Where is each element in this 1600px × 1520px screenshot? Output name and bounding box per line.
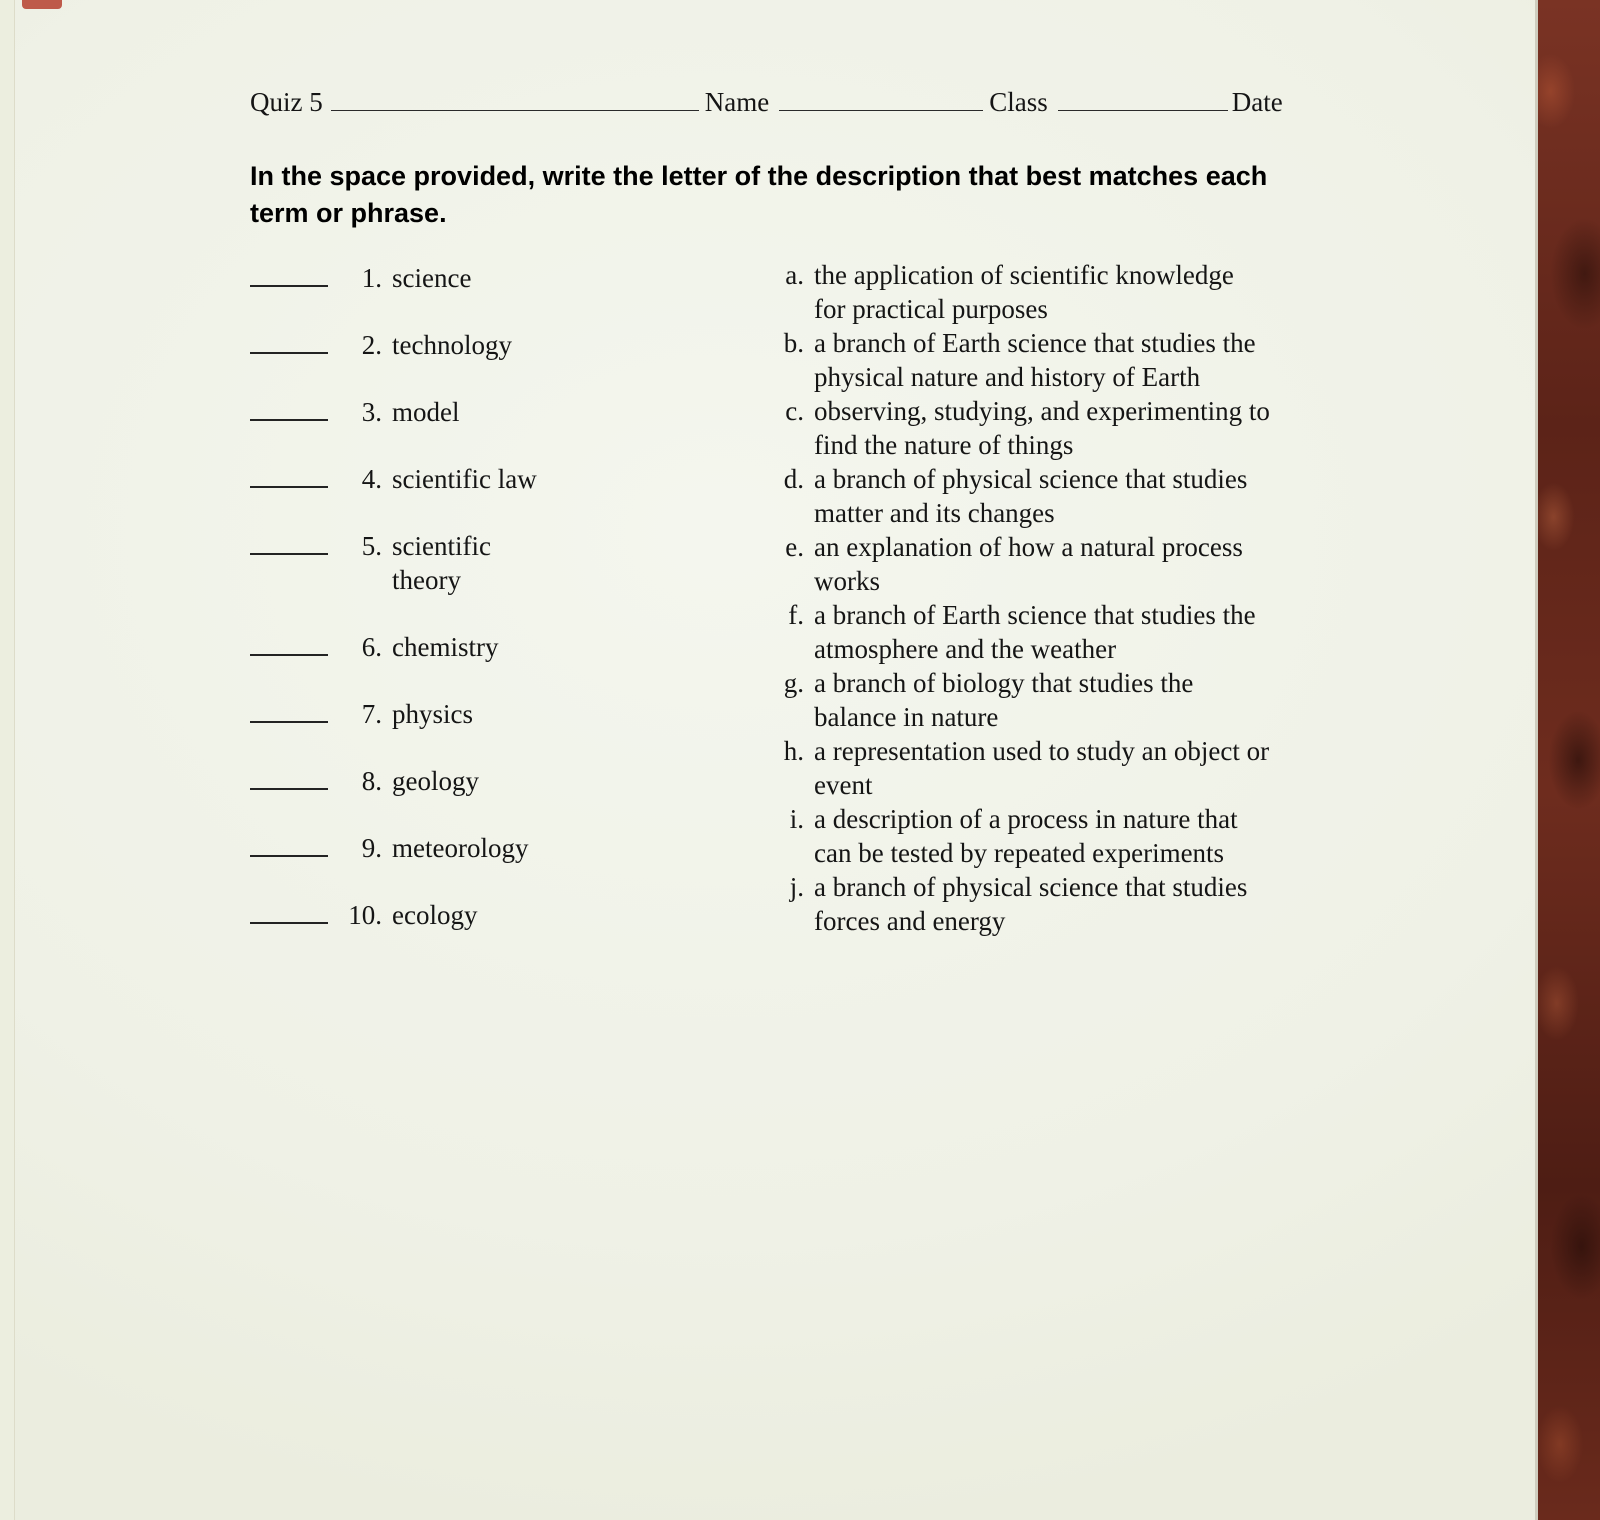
- paper-left-edge: [0, 0, 15, 1520]
- term-number: 8.: [361, 766, 382, 796]
- term-number: 3.: [361, 397, 382, 427]
- date-label: Date: [1231, 87, 1283, 117]
- description-letter: e.: [785, 532, 804, 562]
- descriptions-list: [778, 258, 1298, 938]
- answer-blank[interactable]: [250, 892, 328, 924]
- description-text: a branch of physical science that studies matter and its changes: [814, 464, 1248, 528]
- term-label: ecology: [392, 900, 478, 930]
- description-text: the application of scientific knowledge for practical purposes: [814, 260, 1234, 324]
- description-row: [778, 258, 1298, 326]
- description-row: [778, 802, 1298, 870]
- class-label: Class: [989, 87, 1048, 117]
- description-letter: c.: [785, 396, 804, 426]
- term-number: 7.: [361, 699, 382, 729]
- answer-blank[interactable]: [250, 624, 328, 656]
- term-row: [250, 255, 730, 295]
- description-letter: f.: [788, 600, 804, 630]
- description-letter: b.: [783, 328, 804, 358]
- description-row: [778, 326, 1298, 394]
- description-row: [778, 394, 1298, 462]
- description-row: [778, 530, 1298, 598]
- description-letter: i.: [789, 804, 804, 834]
- description-row: [778, 734, 1298, 802]
- description-letter: a.: [785, 260, 804, 290]
- term-label: scientific theory: [392, 531, 491, 595]
- description-row: [778, 870, 1298, 938]
- description-text: a branch of Earth science that studies the atmosphere and the weather: [814, 600, 1256, 664]
- name-label: Name: [704, 87, 770, 117]
- instructions-text: In the space provided, write the letter of the description that best matches each term or phrase.: [250, 161, 1268, 228]
- description-text: a branch of biology that studies the balance in nature: [814, 668, 1194, 732]
- term-number: 5.: [361, 531, 382, 561]
- term-row: [250, 456, 730, 496]
- term-row: [250, 624, 730, 664]
- term-row: [250, 389, 730, 429]
- term-label: geology: [392, 766, 479, 796]
- answer-blank[interactable]: [250, 322, 328, 354]
- term-number: 2.: [361, 330, 382, 360]
- term-row: [250, 523, 730, 597]
- description-letter: j.: [789, 872, 804, 902]
- description-text: a description of a process in nature that can be tested by repeated experiments: [814, 804, 1238, 868]
- term-row: [250, 758, 730, 798]
- term-number: 4.: [361, 464, 382, 494]
- description-text: a branch of Earth science that studies the physical nature and history of Earth: [814, 328, 1256, 392]
- answer-blank[interactable]: [250, 456, 328, 488]
- term-row: [250, 825, 730, 865]
- answer-blank[interactable]: [250, 825, 328, 857]
- answer-blank[interactable]: [250, 255, 328, 287]
- term-row: [250, 691, 730, 731]
- term-label: scientific law: [392, 464, 537, 494]
- term-label: science: [392, 263, 472, 293]
- quiz-title-blank[interactable]: [331, 80, 699, 111]
- answer-blank[interactable]: [250, 758, 328, 790]
- answer-blank[interactable]: [250, 523, 328, 555]
- terms-list: [250, 255, 730, 959]
- class-blank[interactable]: [1058, 80, 1228, 111]
- description-row: [778, 666, 1298, 734]
- scan-corner-mark: [22, 0, 62, 9]
- description-text: an explanation of how a natural process works: [814, 532, 1243, 596]
- term-number: 10.: [348, 900, 382, 930]
- term-row: [250, 322, 730, 362]
- answer-blank[interactable]: [250, 389, 328, 421]
- name-blank[interactable]: [779, 80, 983, 111]
- term-number: 6.: [361, 632, 382, 662]
- term-label: chemistry: [392, 632, 499, 662]
- answer-blank[interactable]: [250, 691, 328, 723]
- description-letter: d.: [783, 464, 804, 494]
- description-text: observing, studying, and experimenting to find the nature of things: [814, 396, 1270, 460]
- description-row: [778, 598, 1298, 666]
- term-label: meteorology: [392, 833, 529, 863]
- quiz-title: Quiz 5: [250, 87, 323, 117]
- scan-edge-strip: [1535, 0, 1600, 1520]
- term-label: model: [392, 397, 460, 427]
- description-letter: h.: [783, 736, 804, 766]
- description-text: a representation used to study an object or event: [814, 736, 1270, 800]
- description-text: a branch of physical science that studies forces and energy: [814, 872, 1248, 936]
- term-row: [250, 892, 730, 932]
- term-number: 9.: [361, 833, 382, 863]
- description-row: [778, 462, 1298, 530]
- term-label: technology: [392, 330, 512, 360]
- term-label: physics: [392, 699, 473, 729]
- worksheet-header: [250, 80, 1310, 119]
- description-letter: g.: [783, 668, 804, 698]
- term-number: 1.: [361, 263, 382, 293]
